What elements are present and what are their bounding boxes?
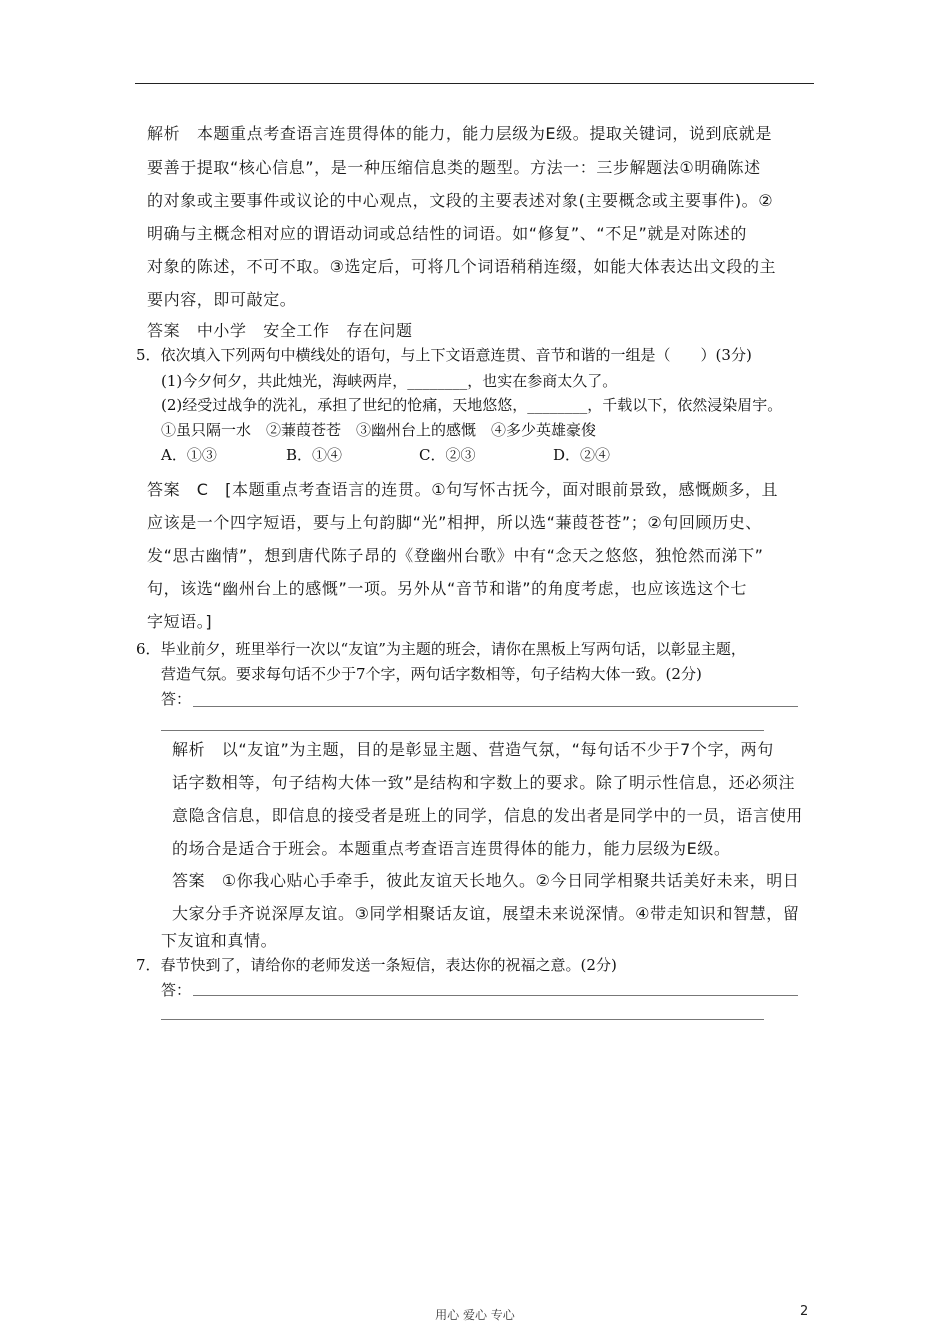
q4-answer-label: 答案 bbox=[147, 321, 181, 340]
q4-answer bbox=[147, 318, 413, 341]
q7-answer-prompt: 答： bbox=[161, 981, 192, 999]
q4-analysis-line: 要内容，即可敲定。 bbox=[147, 290, 297, 309]
header-rule bbox=[135, 83, 814, 84]
q6-analysis-line: 意隐含信息，即信息的接受者是班上的同学，信息的发出者是同学中的一员，语言使用 bbox=[172, 806, 803, 825]
q5-items: ①虽只隔一水 ②蒹葭苍苍 ③幽州台上的感慨 ④多少英雄豪俊 bbox=[161, 421, 597, 439]
q6-analysis-line: 话字数相等，句子结构大体一致”是结构和字数上的要求。除了明示性信息，还必须注 bbox=[172, 773, 796, 792]
q5-answer-line: 发“思古幽情”，想到唐代陈子昂的《登幽州台歌》中有“念天之悠悠，独怆然而涕下” bbox=[147, 546, 764, 565]
q5-sentence-2: (2)经受过战争的洗礼，承担了世纪的怆痛，天地悠悠，________，千载以下，依然浸染眉宇。 bbox=[161, 396, 783, 414]
q5-option-b: B．①④ bbox=[286, 446, 343, 464]
q5-stem: 5．依次填入下列两句中横线处的语句，与上下文语意连贯、音节和谐的一组是（ ）(3分) bbox=[136, 346, 752, 364]
q6-answer-blank[interactable] bbox=[161, 730, 764, 731]
q6-answer-line: 大家分手齐说深厚友谊。③同学相聚话友谊，展望未来说深情。④带走知识和智慧，留 bbox=[172, 904, 800, 923]
q4-analysis-line: 要善于提取“核心信息”，是一种压缩信息类的题型。方法一：三步解题法①明确陈述 bbox=[147, 158, 761, 177]
q5-answer-line: 句，该选“幽州台上的感慨”一项。另外从“音节和谐”的角度考虑，也应该选这个七 bbox=[147, 579, 747, 598]
q6-answer-blank[interactable] bbox=[193, 706, 798, 707]
q6-stem-cont: 营造气氛。要求每句话不少于7个字，两句话字数相等，句子结构大体一致。(2分) bbox=[161, 665, 702, 683]
q6-stem: 6．毕业前夕，班里举行一次以“友谊”为主题的班会，请你在黑板上写两句话，以彰显主题， bbox=[136, 640, 746, 658]
q5-sentence-1: (1)今夕何夕，共此烛光，海峡两岸，________，也实在参商太久了。 bbox=[161, 372, 618, 390]
q7-answer-blank[interactable] bbox=[161, 1019, 764, 1020]
q4-analysis-label: 解析 bbox=[147, 124, 181, 143]
q6-analysis-line: 解析 以“友谊”为主题，目的是彰显主题、营造气氛，“每句话不少于7个字，两句 bbox=[172, 740, 774, 759]
q5-answer-line: 应该是一个四字短语，要与上句韵脚“光”相押，所以选“蒹葭苍苍”；②句回顾历史、 bbox=[147, 513, 762, 532]
q5-option-a: A．①③ bbox=[161, 446, 217, 464]
q5-option-d: D．②④ bbox=[553, 446, 611, 464]
q7-stem: 7．春节快到了，请给你的老师发送一条短信，表达你的祝福之意。(2分) bbox=[136, 956, 617, 974]
q6-answer-line: 答案 ①你我心贴心手牵手，彼此友谊天长地久。②今日同学相聚共话美好未来，明日 bbox=[172, 871, 800, 890]
q5-answer-line: 答案 C [本题重点考查语言的连贯。①句写怀古抚今，面对眼前景致，感慨颇多，且 bbox=[147, 480, 779, 499]
q6-analysis-line: 的场合是适合于班会。本题重点考查语言连贯得体的能力，能力层级为E级。 bbox=[172, 839, 731, 858]
q4-analysis-line: 明确与主概念相对应的谓语动词或总结性的词语。如“修复”、“不足”就是对陈述的 bbox=[147, 224, 747, 243]
q5-answer-line: 字短语。] bbox=[147, 612, 213, 631]
q5-option-c: C．②③ bbox=[419, 446, 476, 464]
q4-analysis-text: 本题重点考查语言连贯得体的能力，能力层级为E级。提取关键词，说到底就是 bbox=[196, 124, 772, 143]
page-number: 2 bbox=[800, 1304, 809, 1319]
q4-analysis-line: 的对象或主要事件或议论的中心观点，文段的主要表述对象(主要概念或主要事件)。② bbox=[147, 191, 774, 210]
q4-analysis-line: 对象的陈述，不可不取。③选定后，可将几个词语稍稍连缀，如能大体表达出文段的主 bbox=[147, 257, 777, 276]
q4-analysis-line bbox=[147, 121, 772, 144]
q6-answer-prompt: 答： bbox=[161, 690, 192, 708]
q4-answer-text: 中小学 安全工作 存在问题 bbox=[196, 321, 413, 340]
q6-answer-line: 下友谊和真情。 bbox=[161, 931, 278, 950]
page-footer: 用心 爱心 专心 bbox=[435, 1308, 515, 1322]
q7-answer-blank[interactable] bbox=[193, 995, 798, 996]
